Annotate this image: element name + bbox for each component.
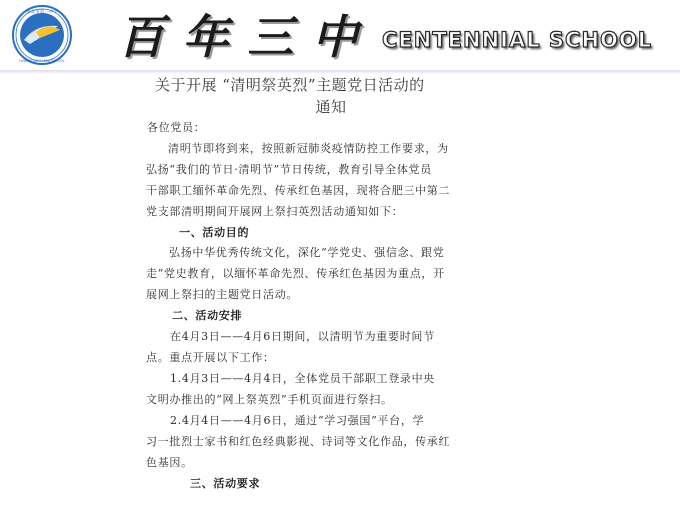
document-body [0,74,680,505]
title-line-2: 通知 [315,98,347,116]
section-2-line: 1.4月3日——4月4日，全体党员干部职工登录中央 [170,372,435,385]
salutation: 各位党员： [147,121,206,134]
section-1-line: 走”党史教育，以缅怀革命先烈、传承红色基因为重点，开 [146,267,445,280]
section-2-heading: 二、活动安排 [172,309,243,322]
title-line-1: 关于开展 “清明祭英烈”主题党日活动的 [155,76,425,94]
section-1-heading: 一、活动目的 [179,226,250,239]
section-2-line: 点。重点开展以下工作： [146,351,275,364]
brand-english: CENTENNIAL SCHOOL [382,28,653,52]
brand-char-4: 中 [311,10,358,64]
section-2-line: 色基因。 [146,456,193,469]
brand-chinese [118,2,358,72]
logo-text-en: HUAIBEI NO.3 HIGH SCHOOL [19,59,65,63]
school-logo [6,4,78,66]
brand-char-3: 三 [247,10,294,64]
section-1-line: 弘扬中华优秀传统文化，深化“学党史、强信念、跟党 [169,246,445,259]
section-2-line: 在4月3日——4月6日期间，以清明节为重要时间节 [170,330,435,343]
notice-document [0,74,680,505]
section-2-line: 文明办推出的“网上祭英烈”手机页面进行祭扫。 [146,393,393,406]
section-2-line: 习一批烈士家书和红色经典影视、诗词等文化作品，传承红 [146,435,451,448]
section-2-line: 2.4月4日——4月6日，通过“学习强国”平台，学 [170,414,425,427]
header-banner [0,0,680,74]
logo-text: 淮北市第三中学 [26,10,58,15]
intro-line: 干部职工缅怀革命先烈、传承红色基因，现将合肥三中第二 [146,184,451,197]
brand-char-1: 百 [118,10,164,64]
intro-line: 党支部清明期间开展网上祭扫英烈活动通知如下： [146,205,404,218]
intro-line: 清明节即将到来，按照新冠肺炎疫情防控工作要求，为 [168,142,449,155]
intro-line: 弘扬“我们的节日·清明节”节日传统，教育引导全体党员 [146,163,432,176]
section-3-heading: 三、活动要求 [190,477,261,490]
section-1-line: 展网上祭扫的主题党日活动。 [146,288,299,301]
brand-char-2: 年 [182,10,229,64]
